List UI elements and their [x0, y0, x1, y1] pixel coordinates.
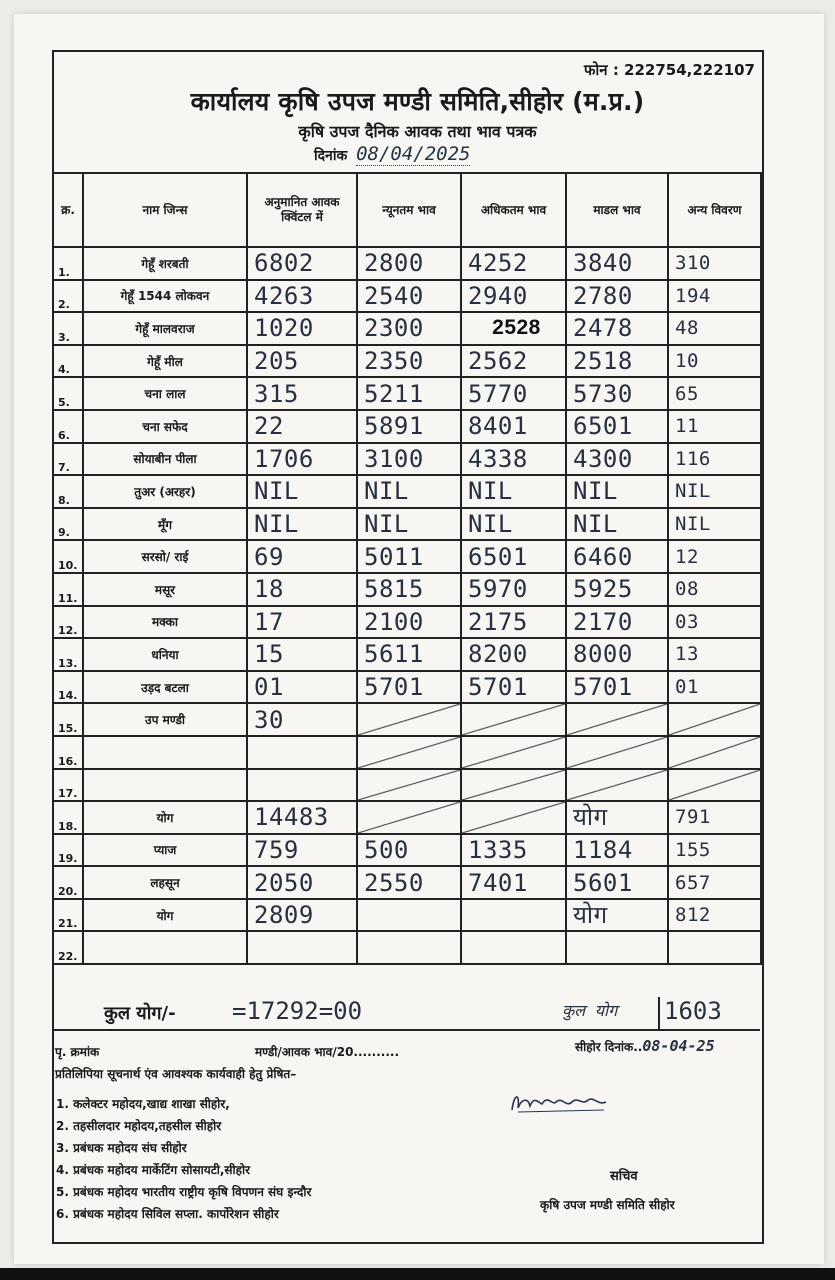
serial-cell: 6. [53, 410, 83, 443]
recipient-item: 4. प्रबंधक महोदय मार्केटिंग सोसायटी,सीहोर [56, 1163, 251, 1177]
min-price-cell: 2550 [357, 866, 461, 899]
min-price-cell: NIL [357, 475, 461, 508]
max-price-cell: 2175 [461, 606, 566, 639]
arrival-cell [247, 769, 357, 802]
other-cell: NIL [668, 508, 761, 541]
commodity-cell: तुअर (अरहर) [83, 475, 247, 508]
arrival-cell: NIL [247, 475, 357, 508]
arrival-cell: 22 [247, 410, 357, 443]
max-price-cell [461, 931, 566, 964]
sehore-date [575, 1037, 715, 1055]
serial-cell: 11. [53, 573, 83, 606]
other-cell: 791 [668, 801, 761, 834]
max-price-cell: 2528 [461, 312, 566, 345]
model-price-cell: 5701 [566, 671, 668, 704]
arrival-cell: 18 [247, 573, 357, 606]
table-row [53, 866, 761, 899]
other-cell: 03 [668, 606, 761, 639]
max-price-cell: 5701 [461, 671, 566, 704]
serial-cell: 12. [53, 606, 83, 639]
table-row [53, 638, 761, 671]
serial-cell: 17. [53, 769, 83, 802]
other-cell: 08 [668, 573, 761, 606]
other-cell: 194 [668, 280, 761, 313]
model-price-cell: NIL [566, 508, 668, 541]
serial-cell: 21. [53, 899, 83, 932]
sehore-date-label: सीहोर दिनांक.. [575, 1040, 643, 1054]
bottom-edge [0, 1268, 835, 1280]
table-row [53, 736, 761, 769]
recipient-item: 1. कलेक्टर महोदय,खाद्य शाखा सीहोर, [56, 1097, 230, 1111]
model-price-cell: 3840 [566, 247, 668, 280]
table-row [53, 443, 761, 476]
min-price-cell: 2100 [357, 606, 461, 639]
max-price-cell: 4338 [461, 443, 566, 476]
other-cell: NIL [668, 475, 761, 508]
table-row [53, 834, 761, 867]
model-price-cell: 6460 [566, 540, 668, 573]
model-price-cell: योग [566, 801, 668, 834]
serial-cell: 8. [53, 475, 83, 508]
model-price-cell: 5730 [566, 377, 668, 410]
signature [508, 1088, 610, 1118]
sign-org: कृषि उपज मण्डी समिति सीहोर [540, 1198, 675, 1212]
arrival-cell: NIL [247, 508, 357, 541]
table-row [53, 508, 761, 541]
arrival-cell: 69 [247, 540, 357, 573]
commodity-cell [83, 769, 247, 802]
serial-cell: 2. [53, 280, 83, 313]
max-price-cell: 8200 [461, 638, 566, 671]
min-price-cell: 5011 [357, 540, 461, 573]
model-price-cell [566, 703, 668, 736]
table-row [53, 931, 761, 964]
grand-total-label: कुल योग [562, 1001, 618, 1020]
office-title: कार्यालय कृषि उपज मण्डी समिति,सीहोर (म.प्र.) [190, 87, 645, 116]
commodity-cell [83, 931, 247, 964]
arrival-cell: 14483 [247, 801, 357, 834]
min-price-cell: 2350 [357, 345, 461, 378]
commodity-cell: गेहूँ मील [83, 345, 247, 378]
table-row [53, 475, 761, 508]
commodity-cell: गेहूँ मालवराज [83, 312, 247, 345]
other-cell [668, 703, 761, 736]
arrival-cell: 15 [247, 638, 357, 671]
serial-cell: 10. [53, 540, 83, 573]
serial-cell: 7. [53, 443, 83, 476]
min-price-cell [357, 931, 461, 964]
commodity-cell: प्याज [83, 834, 247, 867]
commodity-cell: धनिया [83, 638, 247, 671]
commodity-cell: उड़द बटला [83, 671, 247, 704]
arrival-cell: 315 [247, 377, 357, 410]
min-price-cell [357, 899, 461, 932]
serial-cell: 14. [53, 671, 83, 704]
serial-cell: 13. [53, 638, 83, 671]
max-price-cell: 2940 [461, 280, 566, 313]
arrival-cell: 01 [247, 671, 357, 704]
other-cell: 12 [668, 540, 761, 573]
table-row [53, 280, 761, 313]
other-cell: 310 [668, 247, 761, 280]
total-value: =17292=00 [232, 997, 363, 1025]
serial-cell: 3. [53, 312, 83, 345]
min-price-cell [357, 703, 461, 736]
table-row [53, 345, 761, 378]
table-row [53, 377, 761, 410]
commodity-cell: मक्का [83, 606, 247, 639]
min-price-cell: 5701 [357, 671, 461, 704]
other-cell: 155 [668, 834, 761, 867]
col-commodity: नाम जिन्स [83, 173, 247, 247]
min-price-cell: 5815 [357, 573, 461, 606]
model-price-cell: 2170 [566, 606, 668, 639]
commodity-cell: मूँग [83, 508, 247, 541]
serial-cell: 9. [53, 508, 83, 541]
commodity-cell: उप मण्डी [83, 703, 247, 736]
model-price-cell: 5601 [566, 866, 668, 899]
arrival-cell: 1706 [247, 443, 357, 476]
model-price-cell [566, 736, 668, 769]
other-cell: 116 [668, 443, 761, 476]
model-price-cell [566, 931, 668, 964]
recipient-item: 5. प्रबंधक महोदय भारतीय राष्ट्रीय कृषि विपणन संघ इन्दौर [56, 1185, 312, 1199]
max-price-cell [461, 703, 566, 736]
serial-cell: 18. [53, 801, 83, 834]
serial-cell: 22. [53, 931, 83, 964]
arrival-cell: 2050 [247, 866, 357, 899]
col-max-price: अधिकतम भाव [461, 173, 566, 247]
table-row [53, 899, 761, 932]
table-row [53, 540, 761, 573]
model-price-cell: 2518 [566, 345, 668, 378]
recipient-item: 3. प्रबंधक महोदय संघ सीहोर [56, 1141, 187, 1155]
table-row [53, 801, 761, 834]
max-price-cell: 2562 [461, 345, 566, 378]
arrival-cell: 4263 [247, 280, 357, 313]
max-price-cell: 6501 [461, 540, 566, 573]
model-price-cell: 2478 [566, 312, 668, 345]
table-row [53, 769, 761, 802]
arrival-cell: 30 [247, 703, 357, 736]
commodity-cell: चना लाल [83, 377, 247, 410]
arrival-cell: 205 [247, 345, 357, 378]
max-price-cell: 1335 [461, 834, 566, 867]
max-price-cell [461, 769, 566, 802]
table-row [53, 703, 761, 736]
arrival-cell: 1020 [247, 312, 357, 345]
model-price-cell: NIL [566, 475, 668, 508]
col-min-price: न्यूनतम भाव [357, 173, 461, 247]
model-price-cell: 8000 [566, 638, 668, 671]
model-price-cell: 6501 [566, 410, 668, 443]
arrival-cell: 17 [247, 606, 357, 639]
other-cell: 01 [668, 671, 761, 704]
min-price-cell: 500 [357, 834, 461, 867]
recipient-item: 6. प्रबंधक महोदय सिविल सप्ला. कार्पोरेशन सीहोर [56, 1207, 279, 1221]
forward-note: प्रतिलिपिया सूचनार्थ एंव आवश्यक कार्यवाही हेतु प्रेषित– [55, 1067, 297, 1081]
other-cell [668, 736, 761, 769]
recipient-item: 2. तहसीलदार महोदय,तहसील सीहोर [56, 1119, 222, 1133]
max-price-cell [461, 801, 566, 834]
commodity-cell: सरसो/ राई [83, 540, 247, 573]
max-price-cell: 5970 [461, 573, 566, 606]
arrival-cell: 2809 [247, 899, 357, 932]
model-price-cell [566, 769, 668, 802]
date-value: 08/04/2025 [356, 143, 471, 165]
commodity-cell: लहसून [83, 866, 247, 899]
serial-cell: 1. [53, 247, 83, 280]
max-price-cell: 5770 [461, 377, 566, 410]
table-row [53, 312, 761, 345]
col-serial: क्र. [53, 173, 83, 247]
serial-cell: 16. [53, 736, 83, 769]
model-price-cell: 2780 [566, 280, 668, 313]
max-price-cell: 8401 [461, 410, 566, 443]
report-date [314, 143, 470, 165]
col-model-price: माडल भाव [566, 173, 668, 247]
model-price-cell: 4300 [566, 443, 668, 476]
min-price-cell: 5891 [357, 410, 461, 443]
min-price-cell: 2300 [357, 312, 461, 345]
commodity-cell: मसूर [83, 573, 247, 606]
serial-cell: 5. [53, 377, 83, 410]
min-price-cell [357, 801, 461, 834]
commodity-cell: योग [83, 801, 247, 834]
commodity-cell: सोयाबीन पीला [83, 443, 247, 476]
other-cell [668, 769, 761, 802]
table-row [53, 573, 761, 606]
max-price-cell: 7401 [461, 866, 566, 899]
other-cell: 13 [668, 638, 761, 671]
table-row [53, 410, 761, 443]
date-label: दिनांक [314, 148, 348, 164]
min-price-cell: 2800 [357, 247, 461, 280]
max-price-cell [461, 736, 566, 769]
other-cell [668, 931, 761, 964]
table-row [53, 247, 761, 280]
max-price-cell: 4252 [461, 247, 566, 280]
max-price-cell [461, 899, 566, 932]
grand-separator [658, 997, 660, 1029]
min-price-cell: 2540 [357, 280, 461, 313]
grand-total-value: 1603 [664, 997, 722, 1025]
reference-number: मण्डी/आवक भाव/20.......... [255, 1045, 400, 1059]
min-price-cell [357, 736, 461, 769]
serial-cell: 4. [53, 345, 83, 378]
price-table [52, 172, 762, 965]
recipient-list [52, 1093, 311, 1225]
other-cell: 65 [668, 377, 761, 410]
reference-label: पृ. क्रमांक [55, 1045, 100, 1059]
min-price-cell: NIL [357, 508, 461, 541]
table-row [53, 671, 761, 704]
table-row [53, 606, 761, 639]
sign-title: सचिव [610, 1169, 638, 1184]
arrival-cell: 759 [247, 834, 357, 867]
serial-cell: 15. [53, 703, 83, 736]
serial-cell: 19. [53, 834, 83, 867]
min-price-cell: 3100 [357, 443, 461, 476]
other-cell: 10 [668, 345, 761, 378]
commodity-cell: गेहूँ शरबती [83, 247, 247, 280]
model-price-cell: 5925 [566, 573, 668, 606]
report-subtitle: कृषि उपज दैनिक आवक तथा भाव पत्रक [298, 122, 537, 141]
other-cell: 11 [668, 410, 761, 443]
total-row [52, 997, 760, 1031]
commodity-cell: योग [83, 899, 247, 932]
max-price-cell: NIL [461, 475, 566, 508]
model-price-cell: 1184 [566, 834, 668, 867]
model-price-cell: योग [566, 899, 668, 932]
other-cell: 657 [668, 866, 761, 899]
arrival-cell [247, 736, 357, 769]
phone-numbers: फोन : 222754,222107 [583, 61, 755, 79]
commodity-cell: गेहूँ 1544 लोकवन [83, 280, 247, 313]
commodity-cell [83, 736, 247, 769]
total-label: कुल योग/- [104, 1003, 176, 1024]
min-price-cell: 5611 [357, 638, 461, 671]
max-price-cell: NIL [461, 508, 566, 541]
min-price-cell: 5211 [357, 377, 461, 410]
arrival-cell [247, 931, 357, 964]
other-cell: 812 [668, 899, 761, 932]
col-other: अन्य विवरण [668, 173, 761, 247]
sehore-date-value: 08-04-25 [642, 1037, 715, 1055]
min-price-cell [357, 769, 461, 802]
commodity-cell: चना सफेद [83, 410, 247, 443]
arrival-cell: 6802 [247, 247, 357, 280]
other-cell: 48 [668, 312, 761, 345]
table-header [53, 173, 761, 247]
col-arrival: अनुमानित आवक क्विंटल में [247, 173, 357, 247]
serial-cell: 20. [53, 866, 83, 899]
